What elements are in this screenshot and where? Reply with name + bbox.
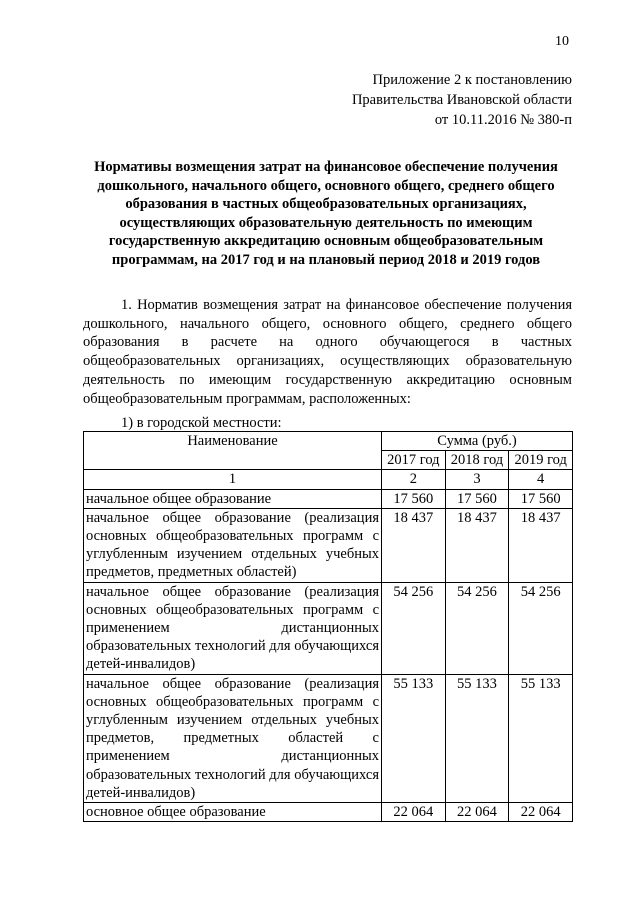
table-row [84, 508, 573, 582]
norms-table [83, 431, 573, 822]
row-name: начальное общее образование [84, 489, 382, 508]
row-name: основное общее образование [84, 803, 382, 822]
page-number: 10 [555, 34, 569, 49]
row-value-2019: 55 133 [509, 674, 573, 802]
column-number: 1 [84, 470, 382, 489]
row-value-2017: 55 133 [382, 674, 446, 802]
header-sum: Сумма (руб.) [382, 432, 573, 451]
row-value-2019: 54 256 [509, 582, 573, 674]
row-value-2017: 22 064 [382, 803, 446, 822]
column-number: 2 [382, 470, 446, 489]
row-value-2018: 18 437 [445, 508, 509, 582]
row-value-2018: 22 064 [445, 803, 509, 822]
appendix-reference [352, 70, 572, 130]
header-name: Наименование [84, 432, 382, 470]
row-value-2019: 18 437 [509, 508, 573, 582]
table-row [84, 674, 573, 802]
appendix-line-2: Правительства Ивановской области [351, 92, 572, 108]
row-value-2017: 17 560 [382, 489, 446, 508]
row-name: начальное общее образование (реализация основных общеобразовательных программ с углубленным изучением отдельных учебных предметов, предметных областей) [84, 508, 382, 582]
row-value-2018: 17 560 [445, 489, 509, 508]
column-number: 4 [509, 470, 573, 489]
subheading-urban: 1) в городской местности: [121, 415, 282, 431]
header-year-2017: 2017 год [382, 451, 446, 470]
table-header-row [84, 432, 573, 451]
row-value-2018: 55 133 [445, 674, 509, 802]
table-row [84, 803, 573, 822]
row-name: начальное общее образование (реализация основных общеобразовательных программ с применением дистанционных образовательных технологий для обучающихся детей-инвалидов) [84, 582, 382, 674]
table-column-numbers-row [84, 470, 573, 489]
row-value-2019: 22 064 [509, 803, 573, 822]
appendix-line-3: от 10.11.2016 № 380-п [434, 112, 572, 128]
document-title: Нормативы возмещения затрат на финансовое обеспечение получения дошкольного, начального общего, основного общего, среднего общего образования в частных общеобразовательных организациях, осуществляющих образовательную деятельность по имеющим государственную аккредитацию основным общеобразовательным программам, на 2017 год и на плановый период 2018 и 2019 годов [94, 159, 558, 268]
row-name: начальное общее образование (реализация основных общеобразовательных программ с углубленным изучением отдельных учебных предметов, предметных областей с применением дистанционных образовательных технологий для обучающихся детей-инвалидов) [84, 674, 382, 802]
header-year-2018: 2018 год [445, 451, 509, 470]
table-row [84, 489, 573, 508]
paragraph-1: 1. Норматив возмещения затрат на финансовое обеспечение получения дошкольного, начального общего, основного общего, среднего общего образования в расчете на одного обучающегося в частных общеобразовательных организациях, осуществляющих образовательную деятельность по имеющим государственную аккредитацию основным общеобразовательным программам, расположенных: [83, 297, 572, 407]
table-row [84, 582, 573, 674]
row-value-2017: 18 437 [382, 508, 446, 582]
row-value-2019: 17 560 [509, 489, 573, 508]
appendix-line-1: Приложение 2 к постановлению [372, 72, 572, 88]
row-value-2018: 54 256 [445, 582, 509, 674]
header-year-2019: 2019 год [509, 451, 573, 470]
column-number: 3 [445, 470, 509, 489]
row-value-2017: 54 256 [382, 582, 446, 674]
